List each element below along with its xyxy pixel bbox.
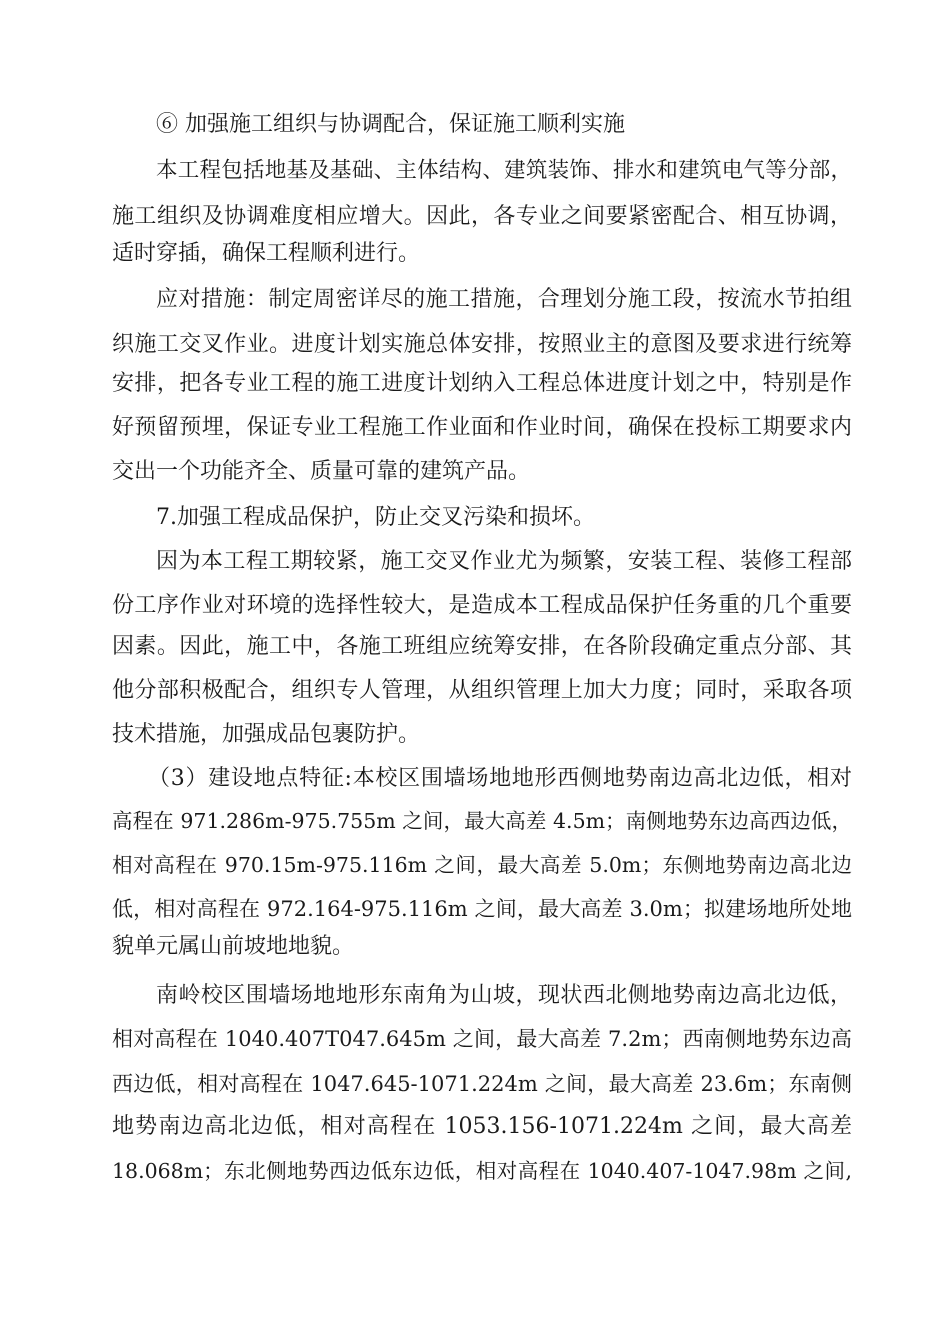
paragraph-line: 技术措施，加强成品包裹防护。 xyxy=(112,722,421,747)
paragraph-line: 西边低，相对高程在 1047.645-1071.224m 之间，最大高差 23.6m；东南侧 xyxy=(112,1072,852,1096)
section-heading-6: ⑥ 加强施工组织与协调配合，保证施工顺利实施 xyxy=(156,112,625,137)
paragraph-line: 南岭校区围墙场地地形东南角为山坡，现状西北侧地势南边高北边低， xyxy=(156,983,852,1008)
paragraph-line: 适时穿插，确保工程顺利进行。 xyxy=(112,241,421,266)
paragraph-line: 交出一个功能齐全、质量可靠的建筑产品。 xyxy=(112,459,531,484)
paragraph-line: 18.068m；东北侧地势西边低东边低，相对高程在 1040.407-1047.98m 之间, xyxy=(112,1159,852,1183)
paragraph-line: 相对高程在 1040.407T047.645m 之间，最大高差 7.2m；西南侧地势东边高 xyxy=(112,1027,852,1051)
paragraph-line: （3）建设地点特征:本校区围墙场地地形西侧地势南边高北边低，相对 xyxy=(148,766,852,791)
paragraph-line: 貌单元属山前坡地地貌。 xyxy=(112,934,355,959)
paragraph-line: 高程在 971.286m-975.755m 之间，最大高差 4.5m；南侧地势东边高西边低， xyxy=(112,809,852,833)
paragraph-line: 安排，把各专业工程的施工进度计划纳入工程总体进度计划之中，特别是作 xyxy=(112,371,852,396)
paragraph-line: 份工序作业对环境的选择性较大，是造成本工程成品保护任务重的几个重要 xyxy=(112,593,852,618)
paragraph-line: 他分部积极配合，组织专人管理，从组织管理上加大力度；同时，采取各项 xyxy=(112,678,852,703)
paragraph-line: 织施工交叉作业。进度计划实施总体安排，按照业主的意图及要求进行统筹 xyxy=(112,332,852,357)
paragraph-line: 地势南边高北边低，相对高程在 1053.156-1071.224m 之间，最大高差 xyxy=(112,1114,852,1139)
paragraph-line: 施工组织及协调难度相应增大。因此，各专业之间要紧密配合、相互协调， xyxy=(112,204,852,229)
paragraph-line: 好预留预埋，保证专业工程施工作业面和作业时间，确保在投标工期要求内 xyxy=(112,415,852,440)
paragraph-line: 因素。因此，施工中，各施工班组应统筹安排，在各阶段确定重点分部、其 xyxy=(112,634,852,659)
section-heading-7: 7.加强工程成品保护，防止交叉污染和损坏。 xyxy=(156,505,595,530)
paragraph-line: 低，相对高程在 972.164-975.116m 之间，最大高差 3.0m；拟建场地所处地 xyxy=(112,897,852,921)
paragraph-line: 应对措施：制定周密详尽的施工措施，合理划分施工段，按流水节拍组 xyxy=(156,287,852,312)
paragraph-line: 因为本工程工期较紧，施工交叉作业尤为频繁，安装工程、装修工程部 xyxy=(156,549,852,574)
paragraph-line: 相对高程在 970.15m-975.116m 之间，最大高差 5.0m；东侧地势南边高北边 xyxy=(112,853,852,877)
paragraph-line: 本工程包括地基及基础、主体结构、建筑装饰、排水和建筑电气等分部， xyxy=(156,158,852,183)
